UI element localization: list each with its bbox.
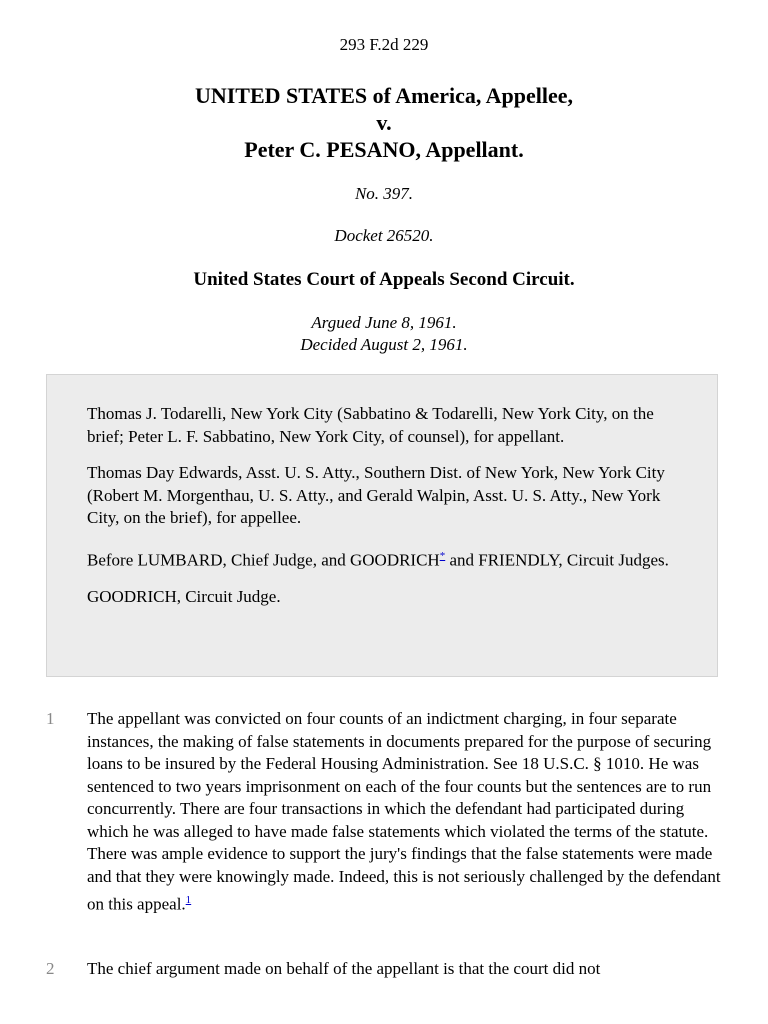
paragraph-number: 2 bbox=[46, 959, 55, 978]
case-caption bbox=[0, 82, 768, 163]
bench-listing bbox=[87, 544, 677, 572]
bench-after-text: and FRIENDLY, Circuit Judges. bbox=[445, 550, 669, 570]
caption-versus: v. bbox=[376, 110, 392, 135]
appellant-counsel: Thomas J. Todarelli, New York City (Sabbatino & Todarelli, New York City, on the brief; Peter L. F. Sabbatino, New York City, of counsel), for appellant. bbox=[87, 404, 654, 446]
argued-date: Argued June 8, 1961. bbox=[311, 313, 457, 332]
paragraph-text: The chief argument made on behalf of the appellant is that the court did not bbox=[87, 959, 601, 978]
bench-before-text: Before LUMBARD, Chief Judge, and GOODRICH bbox=[87, 550, 440, 570]
paragraph-body: The appellant was convicted on four counts of an indictment charging, in four separate instances, the making of false statements in documents prepared for the purpose of securing loans to be insured by the Federal Housing Administration. See 18 U.S.C. § 1010. He was sentenced to two years imprisonment on each of the four counts but the sentences are to run concurrently. There are four transactions in which the defendant had participated during which he was alleged to have made false statements which violated the terms of the statute. There was ample evidence to support the jury's findings that the false statements were made and that they were knowingly made. Indeed, this is not seriously challenged by the defendant on this appeal. bbox=[87, 709, 721, 914]
decided-date: Decided August 2, 1961. bbox=[300, 335, 468, 354]
caption-appellant: Peter C. PESANO, Appellant. bbox=[244, 137, 524, 162]
case-number: No. 397. bbox=[354, 184, 414, 203]
footnote-star-link[interactable]: * bbox=[439, 549, 446, 562]
case-dates bbox=[0, 312, 768, 356]
caption-appellee: UNITED STATES of America, Appellee, bbox=[194, 83, 574, 108]
docket-number: Docket 26520. bbox=[334, 226, 434, 245]
paragraph-text bbox=[87, 708, 727, 916]
appellee-counsel: Thomas Day Edwards, Asst. U. S. Atty., Southern Dist. of New York, New York City (Robert M. Morgenthau, U. S. Atty., and Gerald Walpin, Asst. U. S. Atty., New York City, on the brief), for appellee. bbox=[87, 463, 665, 527]
footnote-1-link[interactable]: 1 bbox=[185, 894, 192, 906]
case-citation: 293 F.2d 229 bbox=[339, 35, 429, 54]
court-name: United States Court of Appeals Second Circuit. bbox=[193, 269, 575, 290]
opinion-author: GOODRICH, Circuit Judge. bbox=[87, 586, 281, 606]
paragraph-number: 1 bbox=[46, 709, 55, 728]
counsel-panel bbox=[46, 374, 718, 677]
